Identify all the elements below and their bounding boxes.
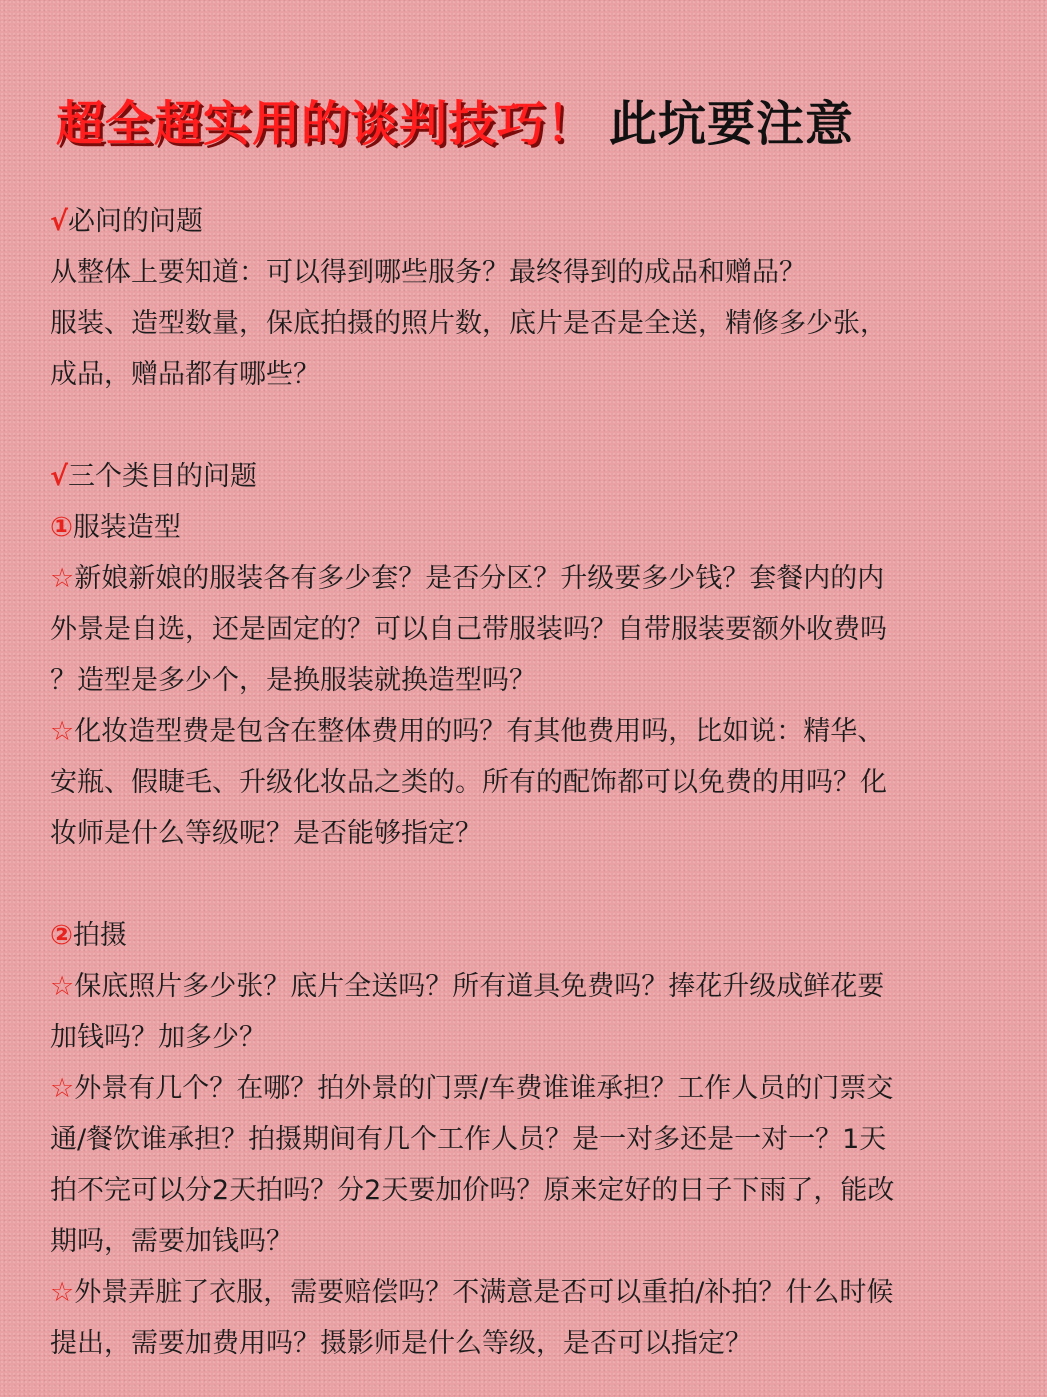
list-item-line <box>50 1063 1010 1114</box>
list-item-line: 加钱吗？加多少？ <box>50 1022 266 1053</box>
star-icon: ☆ <box>50 563 75 594</box>
star-icon: ☆ <box>50 1277 75 1308</box>
list-item-line: 通/餐饮谁承担？拍摄期间有几个工作人员？是一对多还是一对一？1天 <box>50 1124 887 1155</box>
spacer <box>50 400 1010 451</box>
list-item-line <box>50 961 1010 1012</box>
title-black-part: 此坑要注意 <box>609 96 855 152</box>
list-item-text: 化妆造型费是包含在整体费用的吗？有其他费用吗，比如说：精华、 <box>74 716 885 747</box>
list-item-text: 外景有几个？在哪？拍外景的门票/车费谁谁承担？工作人员的门票交 <box>74 1073 894 1104</box>
list-item-line: ？造型是多少个，是换服装就换造型吗？ <box>50 665 536 696</box>
list-item-text: 外景弄脏了衣服，需要赔偿吗？不满意是否可以重拍/补拍？什么时候 <box>74 1277 894 1308</box>
section-three-categories <box>50 451 1010 1369</box>
list-item-text: 保底照片多少张？底片全送吗？所有道具免费吗？捧花升级成鲜花要 <box>74 971 885 1002</box>
list-item-line <box>50 706 1010 757</box>
star-icon: ☆ <box>50 971 75 1002</box>
title-red-part: 超全超实用的谈判技巧！ <box>56 96 596 152</box>
section-must-ask <box>50 196 1010 400</box>
section-heading-text: 必问的问题 <box>68 206 204 237</box>
paragraph-line: 成品，赠品都有哪些？ <box>50 359 320 390</box>
category-heading <box>50 502 1010 553</box>
paragraph-line: 从整体上要知道：可以得到哪些服务？最终得到的成品和赠品？ <box>50 257 806 288</box>
page-title <box>56 92 854 156</box>
list-item-line: 外景是自选，还是固定的？可以自己带服装吗？自带服装要额外收费吗 <box>50 614 887 645</box>
list-item-line: 期吗，需要加钱吗？ <box>50 1226 293 1257</box>
star-icon: ☆ <box>50 716 75 747</box>
category-heading-text: 拍摄 <box>72 920 127 951</box>
check-mark-icon: √ <box>50 461 69 492</box>
circled-number-icon: ② <box>50 920 73 951</box>
spacer <box>50 859 1010 910</box>
list-item-line: 拍不完可以分2天拍吗？分2天要加价吗？原来定好的日子下雨了，能改 <box>50 1175 895 1206</box>
section-heading <box>50 451 1010 502</box>
list-item-line: 提出，需要加费用吗？摄影师是什么等级，是否可以指定？ <box>50 1328 752 1359</box>
circled-number-icon: ① <box>50 512 73 543</box>
article-body <box>50 196 1010 1369</box>
section-heading-text: 三个类目的问题 <box>68 461 258 492</box>
star-icon: ☆ <box>50 1073 75 1104</box>
paragraph-line: 服装、造型数量，保底拍摄的照片数，底片是否是全送，精修多少张， <box>50 308 887 339</box>
list-item-text: 新娘新娘的服装各有多少套？是否分区？升级要多少钱？套餐内的内 <box>74 563 885 594</box>
list-item-line <box>50 553 1010 604</box>
category-heading <box>50 910 1010 961</box>
section-heading <box>50 196 1010 247</box>
list-item-line: 安瓶、假睫毛、升级化妆品之类的。所有的配饰都可以免费的用吗？化 <box>50 767 887 798</box>
list-item-line: 妆师是什么等级呢？是否能够指定？ <box>50 818 482 849</box>
category-heading-text: 服装造型 <box>72 512 181 543</box>
check-mark-icon: √ <box>50 206 69 237</box>
list-item-line <box>50 1267 1010 1318</box>
